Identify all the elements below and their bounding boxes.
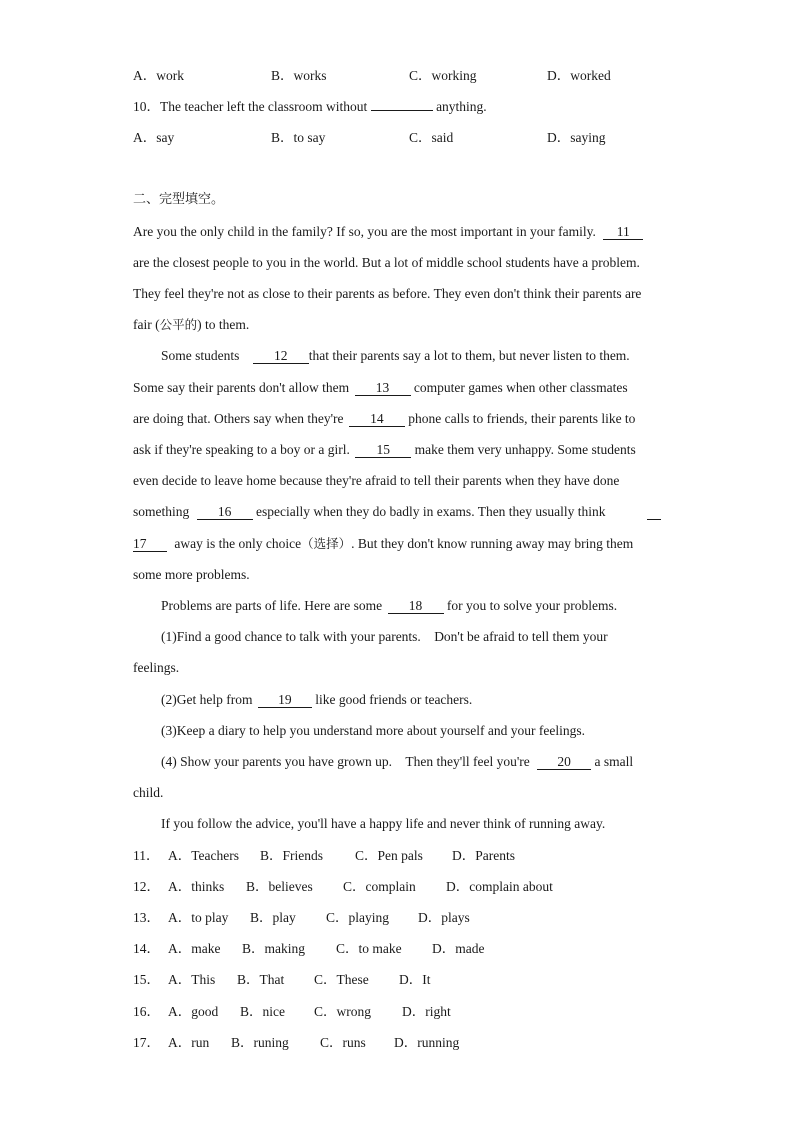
passage-text: that their parents say a lot to them, but never listen to them. [308,348,630,363]
blank-14: 14 [349,411,405,427]
passage-text: (4) Show your parents you have grown up. [161,754,392,769]
option-c: C．Pen pals [355,848,423,863]
option-d: D．It [399,972,431,987]
advice-item-2 [161,691,472,709]
advice-item-1 [161,628,608,646]
passage-text: Problems are parts of life. Here are some [161,598,383,613]
option-c: C．These [314,972,369,987]
passage-text: Some say their parents don't allow them [133,380,350,395]
option-b: B．nice [240,1004,285,1019]
blank-11: 11 [603,224,643,240]
option-a: A．good [168,1004,219,1019]
blank-20: 20 [537,754,591,770]
option-a: A．make [168,941,221,956]
q9-option-c: C．working [409,68,477,83]
question-number: 13． [133,910,160,925]
passage-text: make them very unhappy. Some students [414,442,636,457]
passage-text: Then they'll feel you're [405,754,530,769]
q10-option-c: C．said [409,130,454,145]
blank-16-number: 16 [217,504,232,519]
passage-line [133,223,643,241]
passage-closing: If you follow the advice, you'll have a happy life and never think of running away. [161,816,606,831]
option-c: C．playing [326,910,389,925]
question-number: 15． [133,972,160,987]
question-number: 17． [133,1035,160,1050]
passage-text: like good friends or teachers. [315,692,473,707]
option-a: A．thinks [168,879,225,894]
passage-line [133,379,628,397]
question-number: 11． [133,848,160,863]
blank-18: 18 [388,598,444,614]
option-b: B．Friends [260,848,324,863]
q10-option-b: B．to say [271,130,326,145]
section-heading: 二、完型填空。 [133,192,225,207]
passage-text: computer games when other classmates [413,380,628,395]
q10-stem-before: 10．The teacher left the classroom without [133,99,368,114]
passage-line: feelings. [133,660,180,675]
option-c: C．wrong [314,1004,371,1019]
option-a: A．to play [168,910,229,925]
q9-option-a: A．work [133,68,184,83]
passage-line: child. [133,785,164,800]
passage-line [161,597,617,615]
option-b: B．That [237,972,285,987]
blank-15: 15 [355,442,411,458]
passage-line: are the closest people to you in the world. But a lot of middle school students have a problem. [133,255,640,270]
option-b: B．believes [246,879,313,894]
passage-text: Some students [161,348,240,363]
blank-17: 17 [133,536,167,552]
option-a: A．Teachers [168,848,240,863]
passage-line [133,503,606,521]
q10-stem [133,98,487,116]
passage-line [133,535,633,553]
option-d: D．Parents [452,848,515,863]
advice-item-4 [161,753,633,771]
blank-16 [197,504,253,520]
option-b: B．runing [231,1035,289,1050]
option-d: D．right [402,1004,451,1019]
advice-item-3: (3)Keep a diary to help you understand more about yourself and your feelings. [161,723,585,738]
chinese-gloss: 公平的 [159,317,198,332]
passage-line [161,347,630,365]
passage-text: something [133,504,190,519]
question-number: 14． [133,941,160,956]
option-d: D．made [432,941,485,956]
option-c: C．to make [336,941,402,956]
blank-13: 13 [355,380,411,396]
passage-line [133,410,635,428]
q9-option-b: B．works [271,68,327,83]
chinese-gloss: （选择） [301,536,352,551]
q10-blank [371,110,433,111]
passage-line: some more problems. [133,567,250,582]
passage-text: Don't be afraid to tell them your [434,629,608,644]
question-number: 16． [133,1004,160,1019]
blank-17-start [647,519,661,520]
passage-text: phone calls to friends, their parents like to [408,411,636,426]
q9-option-d: D．worked [547,68,611,83]
option-b: B．play [250,910,296,925]
passage-text: Are you the only child in the family? If so, you are the most important in your family. [133,224,596,239]
passage-text: ask if they're speaking to a boy or a girl. [133,442,350,457]
option-c: C．complain [343,879,416,894]
passage-text: especially when they do badly in exams. Then they usually think [256,504,606,519]
option-d: D．complain about [446,879,553,894]
passage-text: ) to them. [197,317,250,332]
passage-text: away is the only choice [174,536,302,551]
option-a: A．run [168,1035,210,1050]
passage-text: . But they don't know running away may bring them [351,536,634,551]
q10-option-a: A．say [133,130,175,145]
passage-line [133,441,636,459]
q10-stem-after: anything. [436,99,487,114]
option-a: A．This [168,972,216,987]
passage-line [133,316,249,334]
passage-text: fair ( [133,317,160,332]
passage-line: even decide to leave home because they're afraid to tell their parents when they have done [133,473,620,488]
passage-text: (1)Find a good chance to talk with your parents. [161,629,421,644]
blank-19: 19 [258,692,312,708]
option-b: B．making [242,941,305,956]
passage-line: They feel they're not as close to their parents as before. They even don't think their parents are [133,286,642,301]
passage-text: a small [594,754,634,769]
q10-option-d: D．saying [547,130,606,145]
question-number: 12． [133,879,160,894]
option-d: D．running [394,1035,460,1050]
option-c: C．runs [320,1035,366,1050]
blank-12: 12 [253,348,309,364]
passage-text: for you to solve your problems. [446,598,618,613]
passage-text: are doing that. Others say when they're [133,411,344,426]
option-d: D．plays [418,910,470,925]
passage-text: (2)Get help from [161,692,253,707]
